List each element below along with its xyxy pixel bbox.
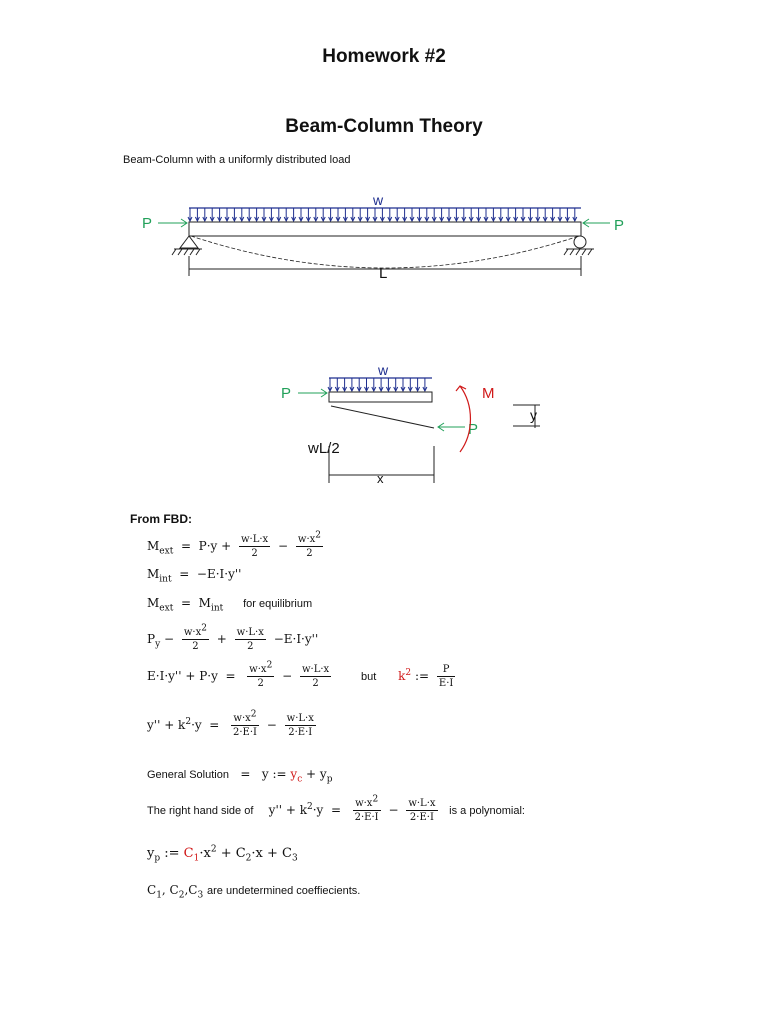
but-word: but xyxy=(361,671,377,683)
distributed-load-arrows xyxy=(188,208,577,221)
section-title: Beam-Column Theory xyxy=(285,116,483,137)
force-left-label: P xyxy=(142,215,153,232)
eq-normalized: $y'' + k^2\cdot y$ = $\frac{w\cdot x^2}{2\cdot E\cdot I}$ − $\frac{w\cdot L\cdot x}{2\cdot E\cdot I}$ xyxy=(147,709,314,738)
fbd-heading: From FBD: xyxy=(130,512,192,526)
roller-support xyxy=(564,236,594,255)
general-solution-label: General Solution xyxy=(147,769,229,781)
pin-support xyxy=(172,236,202,255)
fbd-load-label-w: w xyxy=(378,362,389,378)
intro-text: Beam-Column with a uniformly distributed load xyxy=(123,154,351,166)
equilibrium-note: for equilibrium xyxy=(243,598,313,610)
distance-label: x xyxy=(377,471,384,486)
moment-arrow xyxy=(460,386,470,452)
fbd-deflection-line xyxy=(331,406,434,428)
eq-rhs: The right hand side of $y'' + k^2\cdot y$ = $\frac{w\cdot x^2}{2\cdot E\cdot I}$ − $\frac{w\cdot L\cdot x}{2\cdot E\cdot I}$ is a polynomial: xyxy=(147,794,525,823)
eq-mint: $M_{int} = -E\cdot I\cdot y''$ xyxy=(147,567,242,585)
force-right-label: P xyxy=(614,217,625,234)
eq-balance: $P_y$ − $\frac{w\cdot x^2}{2}$ + $\frac{w\cdot L\cdot x}{2}$ −E·I·y'' xyxy=(147,623,319,652)
length-label: L xyxy=(379,265,388,282)
load-label-w: w xyxy=(373,192,384,208)
deflected-shape xyxy=(191,236,579,268)
reaction-label: wL/2 xyxy=(308,440,340,457)
deflection-label: y xyxy=(530,407,537,423)
polynomial-note: is a polynomial: xyxy=(449,805,525,817)
coeff-note: are undetermined coeffiecients. xyxy=(207,885,361,897)
fbd-segment xyxy=(329,392,432,402)
eq-mext: $M_{ext} = P\cdot y$ + $\frac{w\cdot L\cdot x}{2}$ − $\frac{w\cdot x^2}{2}$ xyxy=(147,530,322,559)
eq-equilibrium: $M_{ext} = M_{int}$ for equilibrium xyxy=(147,596,313,614)
fbd-force-left-label: P xyxy=(281,385,292,402)
eq-general-solution: General Solution = y := $y_c + y_p$ xyxy=(147,767,333,785)
rhs-intro: The right hand side of xyxy=(147,805,254,817)
beam xyxy=(189,222,581,236)
eq-coefficients: $C_1$, $C_2,C_3$ are undetermined coeffiecients. xyxy=(147,883,361,901)
eq-differential: E·I·y'' + P·y = $\frac{w\cdot x^2}{2}$ − $\frac{w\cdot L\cdot x}{2}$ but $k^2$ := $\frac{P}{E\cdot I}$ xyxy=(147,660,454,689)
homework-title: Homework #2 xyxy=(322,46,446,67)
moment-label: M xyxy=(482,385,495,402)
fbd-force-right-label: P xyxy=(468,421,479,438)
eq-particular: $y_p$ := $C_1\cdot x^2 + C_2\cdot x + C_3$ xyxy=(147,844,298,864)
fbd-load-arrows xyxy=(328,378,427,391)
free-body-diagram xyxy=(0,358,768,488)
